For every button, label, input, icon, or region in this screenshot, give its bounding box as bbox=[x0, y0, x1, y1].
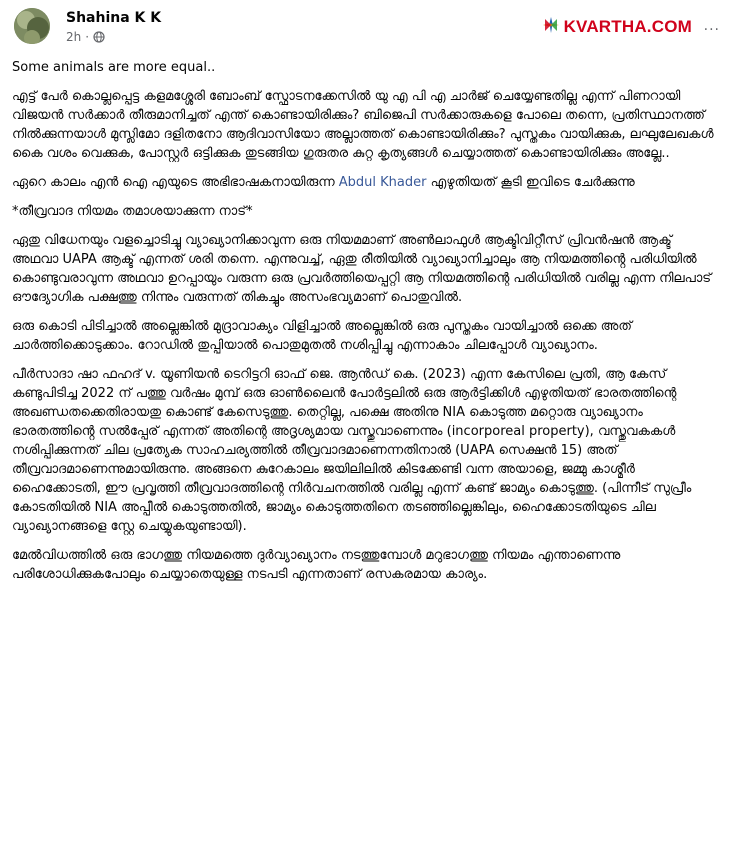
kvartha-logo-icon bbox=[542, 16, 560, 38]
author-name[interactable]: Shahina K K bbox=[66, 10, 162, 26]
post-meta: 2h · bbox=[66, 30, 105, 44]
paragraph-2 bbox=[12, 173, 720, 192]
quoted-heading: *തീവ്രവാദ നിയമം തമാശയാക്കുന്ന നാട്* bbox=[12, 204, 253, 219]
post-body bbox=[12, 58, 720, 594]
post-header bbox=[10, 6, 720, 50]
globe-icon bbox=[93, 31, 105, 43]
paragraph-6: മേൽവിധത്തിൽ ഒരു ഭാഗത്തു നിയമത്തെ ദുർവ്യാഖ്യാനം നടത്തുമ്പോൾ മറുഭാഗത്തു നിയമം എന്താണെന്നു പരിശോധിക്കുകപോലും ചെയ്യാതെയുള്ള നടപടി എന്നതാണ് രസകരമായ കാര്യം. bbox=[12, 548, 621, 582]
paragraph-4: ഒരു കൊടി പിടിച്ചാൽ അല്ലെങ്കിൽ മുദ്രാവാക്യം വിളിച്ചാൽ അല്ലെങ്കിൽ ഒരു പുസ്തകം വായിച്ചാൽ ഒക്കെ അത് ചാർത്തിക്കൊടുക്കാം. റോഡിൽ തുപ്പിയാൽ പൊതുമുതൽ നശിപ്പിച്ചു എന്നാകാം ചിലപ്പോൾ വ്യാഖ്യാനം. bbox=[12, 319, 632, 353]
watermark-text: KVARTHA.COM bbox=[563, 17, 692, 36]
paragraph-2-after: എഴുതിയത് കൂടി ഇവിടെ ചേർക്കുന്നു bbox=[426, 175, 635, 190]
mention-link[interactable]: Abdul Khader bbox=[338, 175, 427, 190]
post-time[interactable]: 2h bbox=[66, 30, 82, 44]
paragraph-3: ഏതു വിധേനയും വളച്ചൊടിച്ചു വ്യാഖ്യാനിക്കാവുന്ന ഒരു നിയമമാണ് അൺലാഫുൾ ആക്ടിവിറ്റീസ് പ്രിവൻഷൻ ആക്ട് അഥവാ UAPA ആക്ട് എന്നത് ശരി തന്നെ. എന്നുവച്ച്, ഏതു രീതിയിൽ വ്യാഖ്യാനിച്ചാലും ആ നിയമത്തിൻ്റെ പരിധിയിൽ കൊണ്ടുവരാവുന്ന അഥവാ ഉറപ്പായും വരുന്ന ഒരു പ്രവർത്തിയെപ്പറ്റി ആ നിയമത്തിന്റെ പരിധിയിൽ വരില്ല എന്ന നിലപാട് ഔദ്യോഗിക പക്ഷത്തു നിന്നും വരുന്നത് തികച്ചും അസംഭവ്യമാണ് പൊതുവിൽ. bbox=[12, 233, 712, 305]
avatar[interactable] bbox=[14, 8, 50, 44]
paragraph-2-before: ഏറെ കാലം എൻ ഐ എയുടെ അഭിഭാഷകനായിരുന്ന bbox=[12, 175, 339, 190]
paragraph-5: പീർസാദാ ഷാ ഫഹദ് v. യൂണിയൻ ടെറിട്ടറി ഓഫ് ജെ. ആൻഡ് കെ. (2023) എന്ന കേസിലെ പ്രതി, ആ കേസ് കണ്ടുപിടിച്ച 2022 ന് പത്തു വർഷം മുമ്പ് ഒരു ഓൺലൈൻ പോർട്ടലിൽ ഒരു ആർട്ടിക്കിൾ എഴുതിയത് ഭാരതത്തിന്റെ അഖണ്ഡതക്കെതിരായതു കൊണ്ട് കേസെടുത്തു. തെറ്റില്ല, പക്ഷെ അതിനു NIA കൊടുത്ത മറ്റൊരു വ്യാഖ്യാനം ഭാരതത്തിൻ്റെ സൽപ്പേര് എന്നത് അതിന്റെ അദൃശ്യമായ വസ്തുവാണെന്നും (incorporeal property), വസ്തുവകകൾ നശിപ്പിക്കുന്നത് ചില പ്രത്യേക സാഹചര്യത്തിൽ തീവ്രവാദമാണെന്നതിനാൽ (UAPA സെക്ഷൻ 15) അത് തീവ്രവാദമാണെന്നുമായിരുന്നു. അങ്ങനെ കുറേകാലം ജയിലിലിൽ കിടക്കേണ്ടി വന്ന അയാളെ, ജമ്മു കാശ്മീർ ഹൈക്കോടതി, ഈ പ്രവൃത്തി തീവ്രവാദത്തിന്റെ നിർവചനത്തിൽ വരില്ല എന്ന് കണ്ട് ജാമ്യം കൊടുത്തു. (പിന്നീട് സുപ്രീം കോടതിയിൽ NIA അപ്പീൽ കൊടുത്തതിൽ, ജാമ്യം കൊടുത്തതിനെ തടഞ്ഞില്ലെങ്കിലും, ഹൈക്കോടതിയുടെ ചില വ്യാഖ്യാനങ്ങളെ സ്റ്റേ ചെയ്യുകയുണ്ടായി). bbox=[12, 367, 692, 534]
kvartha-watermark bbox=[542, 16, 692, 38]
more-options-icon[interactable]: ··· bbox=[703, 22, 720, 38]
paragraph-1: എട്ട് പേർ കൊല്ലപ്പെട്ട കളമശ്ശേരി ബോംബ് സ്ഫോടനക്കേസിൽ യു എ പി എ ചാർജ് ചെയ്യേണ്ടതില്ല എന്ന് പിണറായി വിജയൻ സർക്കാർ തീരുമാനിച്ചത് എന്ത് കൊണ്ടായിരിക്കും? ബിജെപി സർക്കാരുകളെ പോലെ തന്നെ, പ്രതിസ്ഥാനത്ത് നിൽക്കുന്നയാൾ മുസ്ലിമോ ദളിതനോ ആദിവാസിയോ അല്ലാത്തത് കൊണ്ടായിരിക്കും? പുസ്തകം വായിക്കുക, ലഘുലേഖകൾ കൈ വശം വെക്കുക, പോസ്റ്റർ ഒട്ടിക്കുക തുടങ്ങിയ ഗുരുതര കുറ്റ കൃത്യങ്ങൾ ചെയ്യാത്തത് കൊണ്ടായിരിക്കും അല്ലേ.. bbox=[12, 89, 714, 161]
post-intro: Some animals are more equal.. bbox=[12, 60, 216, 75]
